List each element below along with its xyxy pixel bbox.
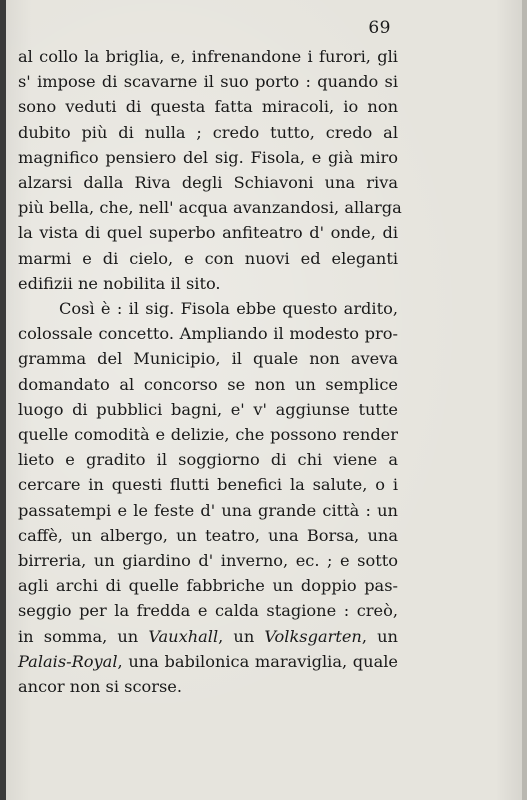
text-line: lieto e gradito il soggiorno di chi viene a (18, 450, 398, 470)
text-line (18, 624, 398, 649)
text-line: alzarsi dalla Riva degli Schiavoni una riva (18, 173, 398, 193)
paragraph-1 (18, 44, 402, 296)
text-line: seggio per la fredda e calda stagione : creò, (18, 601, 398, 621)
text-line: quelle comodità e delizie, che possono render (18, 425, 398, 445)
text-line: al collo la briglia, e, infrenandone i furori, gli (18, 47, 398, 66)
italic-term-palais-royal: Palais-Royal (18, 651, 118, 671)
text-line: marmi e di cielo, e con nuovi ed eleganti (18, 248, 398, 268)
text-run: , un (218, 626, 265, 646)
page-number: 69 (368, 18, 391, 38)
text-line: colossale concetto. Ampliando il modesto pro- (18, 324, 398, 344)
text-line: edifizii ne nobilita il sito. (18, 273, 221, 293)
text-line: ancor non si scorse. (18, 677, 183, 697)
text-line: cercare in questi flutti benefici la salute, o i (18, 475, 398, 495)
text-line: magnifico pensiero del sig. Fisola, e già miro (18, 147, 398, 167)
text-line: birreria, un giardino d' inverno, ec. ; e sotto (18, 551, 398, 571)
body-text (18, 44, 402, 699)
text-run: , un (361, 626, 398, 646)
text-run: , una babilonica maraviglia, quale (117, 651, 398, 671)
paragraph-2 (18, 296, 398, 699)
text-line: caffè, un albergo, un teatro, una Borsa, una (18, 525, 398, 545)
page-edge-left (0, 0, 6, 800)
text-run: in somma, un (18, 626, 149, 646)
text-line: Così è : il sig. Fisola ebbe questo ardito, (59, 299, 398, 319)
text-line: luogo di pubblici bagni, e' v' aggiunse tutte (18, 399, 398, 419)
text-line (18, 649, 398, 674)
text-line: più bella, che, nell' acqua avanzandosi, allarga (18, 198, 402, 218)
text-line: s' impose di scavarne il suo porto : quando si (18, 72, 398, 92)
text-line: la vista di quel superbo anfiteatro d' onde, di (18, 223, 398, 243)
text-line: passatempi e le feste d' una grande città : un (18, 500, 398, 520)
italic-term-vauxhall: Vauxhall (148, 626, 219, 646)
text-line: sono veduti di questa fatta miracoli, io non (18, 97, 398, 117)
page-edge-right (522, 0, 527, 800)
text-line: dubito più di nulla ; credo tutto, credo al (18, 122, 398, 142)
text-line: gramma del Municipio, il quale non aveva (18, 349, 398, 369)
italic-term-volksgarten: Volksgarten (264, 626, 362, 646)
text-line: agli archi di quelle fabbriche un doppio pas- (18, 576, 398, 596)
text-line: domandato al concorso se non un semplice (18, 374, 398, 394)
